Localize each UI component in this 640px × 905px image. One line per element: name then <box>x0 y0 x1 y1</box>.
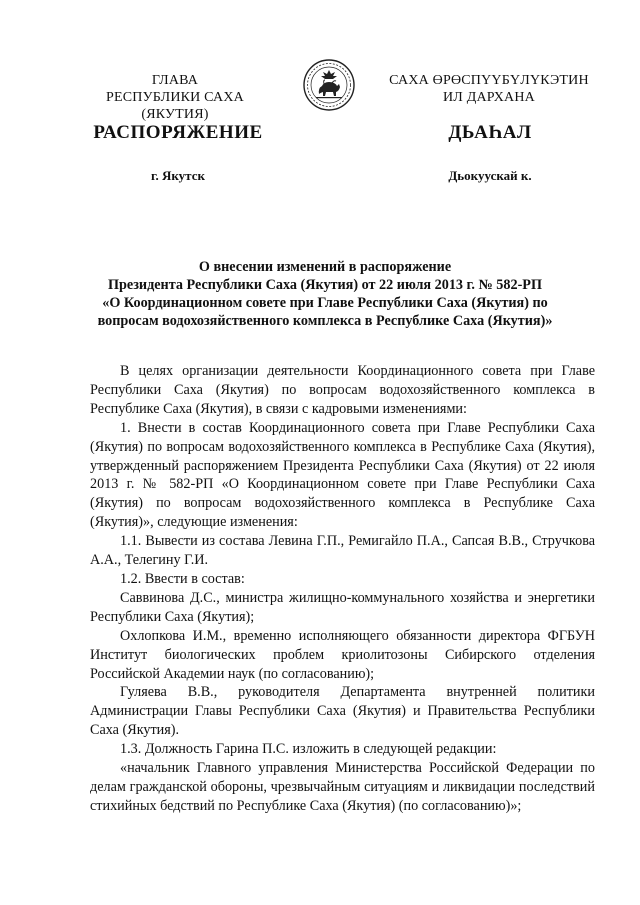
paragraph-garin-position: «начальник Главного управления Министерства Российской Федерации по делам гражданской обороны, чрезвычайным ситуациям и ликвидации последствий стихийных бедствий по Республике Саха (Якутия) (по согласованию)»; <box>90 760 595 814</box>
title-line-4: вопросам водохозяйственного комплекса в Республике Саха (Якутия)» <box>97 313 553 329</box>
paragraph-item-1-3: 1.3. Должность Гарина П.С. изложить в следующей редакции: <box>120 741 497 758</box>
header-right-authority <box>384 72 594 106</box>
header-left-line1: ГЛАВА <box>151 73 199 88</box>
header-left-authority <box>80 72 270 123</box>
paragraph-member-savvinov: Саввинова Д.С., министра жилищно-коммунального хозяйства и энергетики Республики Саха (Якутия); <box>90 589 595 625</box>
header-right-line1: САХА ӨРӨСПҮҮБҮЛҮКЭТИН <box>389 73 589 88</box>
header-left-line2: РЕСПУБЛИКИ САХА (ЯКУТИЯ) <box>106 90 244 122</box>
paragraph-item-1-2: 1.2. Ввести в состав: <box>120 570 245 587</box>
title-line-3: «О Координационном совете при Главе Республики Саха (Якутия) по <box>102 295 548 311</box>
title-line-2: Президента Республики Саха (Якутия) от 22 июля 2013 г. № 582-РП <box>107 277 542 293</box>
coat-of-arms-emblem-icon <box>302 58 356 112</box>
doc-type-russian: РАСПОРЯЖЕНИЕ <box>93 122 263 143</box>
document-body <box>90 362 595 816</box>
paragraph-member-okhlopkov: Охлопкова И.М., временно исполняющего обязанности директора ФГБУН Институт биологических проблем криолитозоны Сибирского отделения Российской Академии наук (по согласованию); <box>90 627 595 682</box>
title-line-1: О внесении изменений в распоряжение <box>198 259 452 275</box>
document-title <box>90 258 560 330</box>
paragraph-member-gulyaev: Гуляева В.В., руководителя Департамента внутренней политики Администрации Главы Республики Саха (Якутия) и Правительства Республики Саха (Якутия). <box>90 684 595 739</box>
city-russian: г. Якутск <box>151 168 205 183</box>
paragraph-item-1: 1. Внести в состав Координационного совета при Главе Республики Саха (Якутия) по вопросам водохозяйственного комплекса в Республике Саха (Якутия), утвержденный распоряжением Президента Республики Саха (Якутия) от 22 июля 2013 г. № 582-РП «О Координационном совете при Главе Республики Саха (Якутия) по вопросам водохозяйственного комплекса в Республике Саха (Якутия)», следующие изменения: <box>90 419 595 531</box>
header-right-line2: ИЛ ДАРХАНА <box>442 90 535 105</box>
city-yakut: Дьокуускай к. <box>448 168 532 183</box>
doc-type-yakut: ДЬАҺАЛ <box>448 122 532 143</box>
paragraph-item-1-1: 1.1. Вывести из состава Левина Г.П., Ремигайло П.А., Сапсая В.В., Стручкова А.А., Телегину Г.И. <box>90 533 595 569</box>
paragraph-preamble: В целях организации деятельности Координационного совета при Главе Республики Саха (Якутия) по вопросам водохозяйственного комплекса в Республике Саха (Якутия), в связи с кадровыми изменениями: <box>90 363 595 417</box>
